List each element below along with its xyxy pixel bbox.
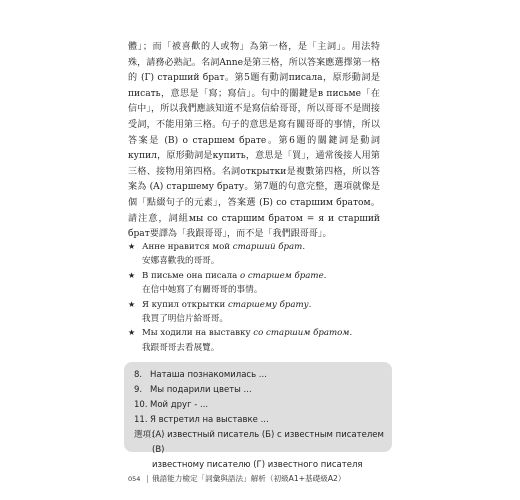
footer-separator: | xyxy=(146,474,149,483)
question-item xyxy=(134,368,384,383)
example-item xyxy=(128,298,398,327)
example-item xyxy=(128,269,398,298)
question-number: 9. xyxy=(134,385,143,395)
example-translation: 我跟哥哥去看展覽。 xyxy=(142,342,220,353)
question-text: Мой друг - ... xyxy=(150,400,209,410)
example-russian: Анне нравится мой старший брат. xyxy=(142,242,306,252)
example-translation: 我買了明信片給哥哥。 xyxy=(142,314,228,325)
star-icon: ★ xyxy=(128,299,136,309)
options-label: 選項： xyxy=(134,430,160,440)
page-footer xyxy=(128,473,345,484)
example-sentences xyxy=(128,240,398,355)
star-icon: ★ xyxy=(128,270,136,280)
explanation-paragraph: 體」；而「被喜歡的人或物」為第一格，是「主詞」。用法特殊，請務必熟記。名詞Anne是第三格，所以答案應選擇第一格的 (Г) старший брат。第5題有動詞писала，原形動詞是писать，意思是「寫；寫信」。句中的關鍵是в письме「在信中」，所以我們應該知道不是寫信給哥哥，所以哥哥不是間接受詞，不能用第三格。句子的意思是寫有關哥哥的事情，所以答案是 (B) о старшем брате。第6題的關鍵詞是動詞купил，原形動詞是купить，意思是「買」，通常後接人用第三格、接物用第四格。名詞открытки是複數第四格，所以答案為 (A) старшему брату。第7題的句意完整，選項就像是個「點綴句子的元素」，答案選 (Б) со старшим братом。請注意，詞組мы со старшим братом = я и старший брат要譯為「我跟哥哥」，而不是「我們跟哥哥」。 xyxy=(128,42,380,240)
question-number: 11. xyxy=(134,415,148,425)
question-text: Я встретил на выставке ... xyxy=(150,415,269,425)
question-number: 10. xyxy=(134,400,148,410)
star-icon: ★ xyxy=(128,328,136,338)
answer-options xyxy=(134,428,384,473)
example-russian: В письме она писала о старшем брате. xyxy=(142,270,327,281)
question-text: Мы подарили цветы ... xyxy=(150,385,252,395)
example-russian: Мы ходили на выставку со старшим братом. xyxy=(142,328,353,339)
example-item xyxy=(128,240,398,269)
explanation-text xyxy=(128,40,380,243)
question-item xyxy=(134,398,384,413)
options-text xyxy=(152,428,384,473)
question-text: Наташа познакомилась ... xyxy=(150,370,267,380)
question-item xyxy=(134,413,384,428)
example-item xyxy=(128,326,398,355)
example-translation: 安娜喜歡我的哥哥。 xyxy=(142,256,220,267)
star-icon: ★ xyxy=(128,242,136,251)
page-number: 054 xyxy=(128,475,141,483)
exercise-box xyxy=(124,362,392,470)
question-item xyxy=(134,383,384,398)
book-title: 俄語能力檢定「詞彙與語法」解析（初級A1+基礎級A2） xyxy=(151,474,346,483)
question-number: 8. xyxy=(134,370,143,380)
options-line: (А) известный писатель (Б) с известным писателем (В) xyxy=(152,430,384,455)
example-translation: 在信中她寫了有關哥哥的事情。 xyxy=(142,285,263,296)
options-line: известному писателю (Г) известного писателя xyxy=(152,460,363,470)
example-russian: Я купил открытки старшему брату. xyxy=(142,299,312,310)
